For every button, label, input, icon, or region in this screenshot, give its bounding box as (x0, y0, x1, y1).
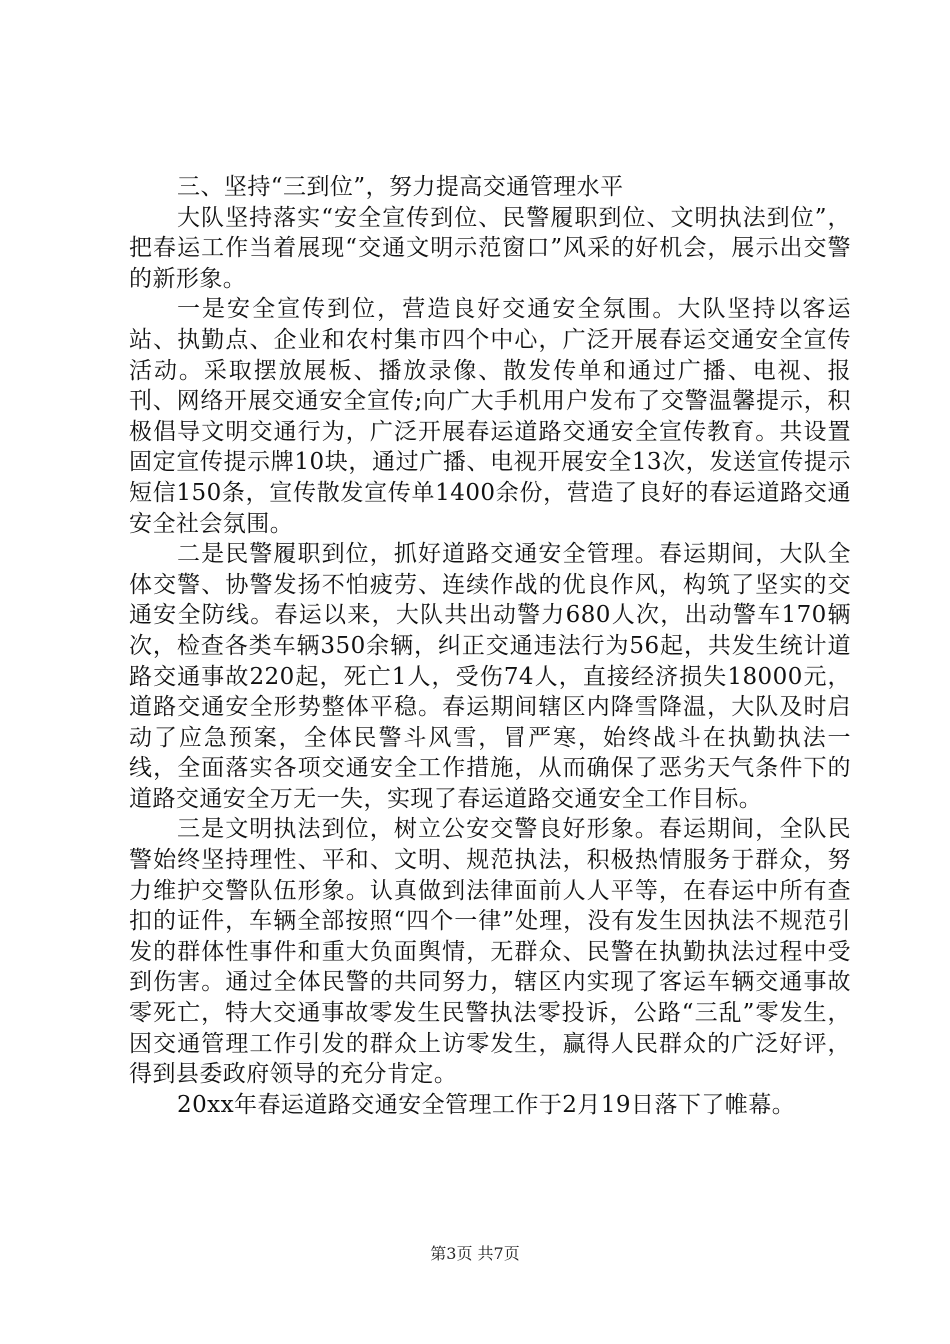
page-footer: 第3页 共7页 (430, 1244, 520, 1263)
paragraph-police-duty: 二是民警履职到位，抓好道路交通安全管理。春运期间，大队全体交警、协警发扬不怕疲劳、连续作战的优良作风，构筑了坚实的交通安全防线。春运以来，大队共出动警力680人次，出动警车170辆次，检查各类车辆350余辆，纠正交通违法行为56起，共发生统计道路交通事故220起，死亡1人，受伤74人，直接经济损失18000元，道路交通安全形势整体平稳。春运期间辖区内降雪降温，大队及时启动了应急预案，全体民警斗风雪，冒严寒，始终战斗在执勤执法一线，全面落实各项交通安全工作措施，从而确保了恶劣天气条件下的道路交通安全万无一失，实现了春运道路交通安全工作目标。 (129, 541, 851, 812)
section-heading: 三、坚持“三到位”，努力提高交通管理水平 (177, 174, 624, 200)
document-body (129, 172, 851, 1120)
paragraph-intro: 大队坚持落实“安全宣传到位、民警履职到位、文明执法到位”，把春运工作当着展现“交通文明示范窗口”风采的好机会，展示出交警的新形象。 (129, 204, 851, 292)
paragraph-safety-publicity: 一是安全宣传到位，营造良好交通安全氛围。大队坚持以客运站、执勤点、企业和农村集市四个中心，广泛开展春运交通安全宣传活动。采取摆放展板、播放录像、散发传单和通过广播、电视、报刊、网络开展交通安全宣传;向广大手机用户发布了交警温馨提示，积极倡导文明交通行为，广泛开展春运道路交通安全宣传教育。共设置固定宣传提示牌10块，通过广播、电视开展安全13次，发送宣传提示短信150条，宣传散发宣传单1400余份，营造了良好的春运道路交通安全社会氛围。 (129, 296, 851, 537)
paragraph-closing: 20xx年春运道路交通安全管理工作于2月19日落下了帷幕。 (177, 1091, 796, 1118)
paragraph-civil-enforcement: 三是文明执法到位，树立公安交警良好形象。春运期间，全队民警始终坚持理性、平和、文明、规范执法，积极热情服务于群众，努力维护交警队伍形象。认真做到法律面前人人平等，在春运中所有查扣的证件，车辆全部按照“四个一律”处理，没有发生因执法不规范引发的群体性事件和重大负面舆情，无群众、民警在执勤执法过程中受到伤害。通过全体民警的共同努力，辖区内实现了客运车辆交通事故零死亡，特大交通事故零发生民警执法零投诉，公路“三乱”零发生，因交通管理工作引发的群众上访零发生，赢得人民群众的广泛好评，得到县委政府领导的充分肯定。 (129, 816, 851, 1088)
